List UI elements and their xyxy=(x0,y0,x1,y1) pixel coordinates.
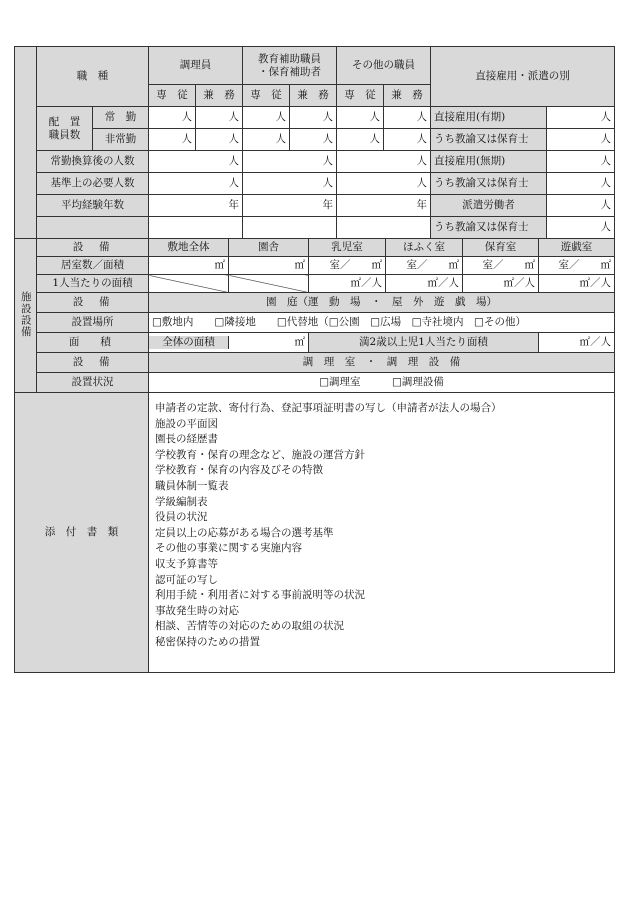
staff-side-cell xyxy=(15,47,37,239)
setchi-basho-label: 設置場所 xyxy=(37,313,149,333)
attachment-item: 認可証の写し xyxy=(155,573,218,586)
attachment-item: 役員の状況 xyxy=(155,511,208,524)
cell-hoiku-rooms[interactable]: 室／ ㎡ xyxy=(463,257,539,275)
cell-hofuku-rooms[interactable]: 室／ ㎡ xyxy=(386,257,463,275)
cell-kansan-chorin[interactable]: 人 xyxy=(149,151,243,173)
chori-options[interactable]: □調理室 □調理設備 xyxy=(149,373,615,393)
col-shikichi: 敷地全体 xyxy=(149,239,229,257)
col-sonota: その他の職員 xyxy=(337,47,431,85)
cell-heikin-sonota[interactable]: 年 xyxy=(337,195,431,217)
jokin-kansan-label: 常勤換算後の人数 xyxy=(37,151,149,173)
col-hofuku: ほふく室 xyxy=(386,239,463,257)
col-kyoiku: 教育補助職員 ・保育補助者 xyxy=(243,47,337,85)
hitori-label: 1人当たりの面積 xyxy=(37,275,149,293)
haken-label: 派遣労働者 xyxy=(431,195,547,217)
staff-facility-table xyxy=(14,46,615,239)
col-nyuji: 乳児室 xyxy=(309,239,386,257)
uchi-label: うち教諭又は保育士 xyxy=(431,217,547,239)
cell-jokin-kyoiku-sen[interactable]: 人 xyxy=(243,107,290,129)
cell-hijokin-chorin-ken[interactable]: 人 xyxy=(196,129,243,151)
attachment-item: 施設の平面図 xyxy=(155,417,218,430)
cell-nyuji-rooms[interactable]: 室／ ㎡ xyxy=(309,257,386,275)
cell-heikin-chorin[interactable]: 年 xyxy=(149,195,243,217)
col-hoiku: 保育室 xyxy=(463,239,539,257)
cell-koyo-yuki[interactable]: 人 xyxy=(547,107,615,129)
sen-header: 専 従 xyxy=(149,85,196,107)
setchi-basho-options[interactable]: □敷地内 □隣接地 □代替地（□公園 □広場 □寺社境内 □その他） xyxy=(149,313,615,333)
attachment-item: その他の事業に関する実施内容 xyxy=(155,542,302,555)
uchi-label: うち教諭又は保育士 xyxy=(431,129,547,151)
setsubi-header: 設 備 xyxy=(37,293,149,313)
attachment-item: 学校教育・保育の理念など、施設の運営方針 xyxy=(155,448,365,461)
setsubi-header: 設 備 xyxy=(37,353,149,373)
diagonal-cell xyxy=(149,275,229,293)
col-ensha: 園舎 xyxy=(229,239,309,257)
cell-hijokin-kyoiku-sen[interactable]: 人 xyxy=(243,129,290,151)
menseki-label: 面 積 xyxy=(37,333,149,353)
chori-header: 調 理 室 ・ 調 理 設 備 xyxy=(149,353,615,373)
cell-jokin-chorin-sen[interactable]: 人 xyxy=(149,107,196,129)
hijokin-label: 非常勤 xyxy=(93,129,149,151)
attachment-item: 事故発生時の対応 xyxy=(155,604,239,617)
diagonal-cell xyxy=(229,275,309,293)
cell-yugi-rooms[interactable]: 室／ ㎡ xyxy=(539,257,615,275)
shokushu-header: 職 種 xyxy=(37,47,149,107)
cell-hofuku-per[interactable]: ㎡／人 xyxy=(386,275,463,293)
attachment-item: 定員以上の応募がある場合の選考基準 xyxy=(155,526,334,539)
setsubi-header: 設 備 xyxy=(37,239,149,257)
col-chorin: 調理員 xyxy=(149,47,243,85)
koyo-muki-label: 直接雇用(無期) xyxy=(431,151,547,173)
cell-uchi-3[interactable]: 人 xyxy=(547,217,615,239)
kyoshitsu-label: 居室数／面積 xyxy=(37,257,149,275)
kijun-label: 基準上の必要人数 xyxy=(37,173,149,195)
cell-uchi-1[interactable]: 人 xyxy=(547,129,615,151)
cell-jokin-sonota-ken[interactable]: 人 xyxy=(384,107,431,129)
cell-jokin-sonota-sen[interactable]: 人 xyxy=(337,107,384,129)
cell-hijokin-kyoiku-ken[interactable]: 人 xyxy=(290,129,337,151)
facility-table xyxy=(14,238,615,393)
cell-man2-area[interactable]: ㎡／人 xyxy=(539,333,615,353)
sen-header: 専 従 xyxy=(337,85,384,107)
cell-haken[interactable]: 人 xyxy=(547,195,615,217)
facility-side-label: 施設設備 xyxy=(15,239,37,393)
cell-hijokin-chorin-sen[interactable]: 人 xyxy=(149,129,196,151)
col-koyo: 直接雇用・派遣の別 xyxy=(431,47,615,107)
cell-nyuji-per[interactable]: ㎡／人 xyxy=(309,275,386,293)
cell-heikin-kyoiku[interactable]: 年 xyxy=(243,195,337,217)
cell-jokin-kyoiku-ken[interactable]: 人 xyxy=(290,107,337,129)
attachment-item: 秘密保持のための措置 xyxy=(155,635,260,648)
ken-header: 兼 務 xyxy=(290,85,337,107)
uchi-label: うち教諭又は保育士 xyxy=(431,173,547,195)
attachment-item: 利用手続・利用者に対する事前説明等の状況 xyxy=(155,589,365,602)
cell-zentai-area[interactable]: ㎡ xyxy=(294,336,305,349)
setchi-jokyo-label: 設置状況 xyxy=(37,373,149,393)
col-yugi: 遊戯室 xyxy=(539,239,615,257)
entei-header: 園 庭（運 動 場 ・ 屋 外 遊 戯 場） xyxy=(149,293,615,313)
cell-ensha-area[interactable]: ㎡ xyxy=(229,257,309,275)
cell-jokin-chorin-ken[interactable]: 人 xyxy=(196,107,243,129)
cell-kijun-chorin[interactable]: 人 xyxy=(149,173,243,195)
ken-header: 兼 務 xyxy=(196,85,243,107)
attachment-item: 学校教育・保育の内容及びその特徴 xyxy=(155,464,323,477)
cell-hoiku-per[interactable]: ㎡／人 xyxy=(463,275,539,293)
form-sheet xyxy=(14,46,614,673)
cell-yugi-per[interactable]: ㎡／人 xyxy=(539,275,615,293)
cell-shikichi-area[interactable]: ㎡ xyxy=(149,257,229,275)
zentai-label: 全体の面積 xyxy=(149,336,229,349)
attachment-item: 相談、苦情等の対応のための取組の状況 xyxy=(155,620,344,633)
attachments-list xyxy=(149,393,615,673)
jokin-label: 常 勤 xyxy=(93,107,149,129)
koyo-yuki-label: 直接雇用(有期) xyxy=(431,107,547,129)
cell-kansan-sonota[interactable]: 人 xyxy=(337,151,431,173)
attachments-table xyxy=(14,392,615,673)
ken-header: 兼 務 xyxy=(384,85,431,107)
attachment-item: 学級編制表 xyxy=(155,495,208,508)
cell-hijokin-sonota-ken[interactable]: 人 xyxy=(384,129,431,151)
zentai-cell xyxy=(149,333,309,353)
cell-kijun-kyoiku[interactable]: 人 xyxy=(243,173,337,195)
sen-header: 専 従 xyxy=(243,85,290,107)
cell-kansan-kyoiku[interactable]: 人 xyxy=(243,151,337,173)
attachments-label: 添 付 書 類 xyxy=(15,393,149,673)
cell-hijokin-sonota-sen[interactable]: 人 xyxy=(337,129,384,151)
man2-label: 満2歳以上児1人当たり面積 xyxy=(309,333,539,353)
heikin-label: 平均経験年数 xyxy=(37,195,149,217)
cell-uchi-2[interactable]: 人 xyxy=(547,173,615,195)
attachment-item: 園長の経歴書 xyxy=(155,433,218,446)
attachment-item: 申請者の定款、寄付行為、登記事項証明書の写し（申請者が法人の場合） xyxy=(155,402,502,414)
cell-kijun-sonota[interactable]: 人 xyxy=(337,173,431,195)
attachment-item: 収支予算書等 xyxy=(155,557,218,570)
attachment-item: 職員体制一覧表 xyxy=(155,479,229,492)
cell-koyo-muki[interactable]: 人 xyxy=(547,151,615,173)
haichi-label: 配 置 職員数 xyxy=(37,107,93,151)
